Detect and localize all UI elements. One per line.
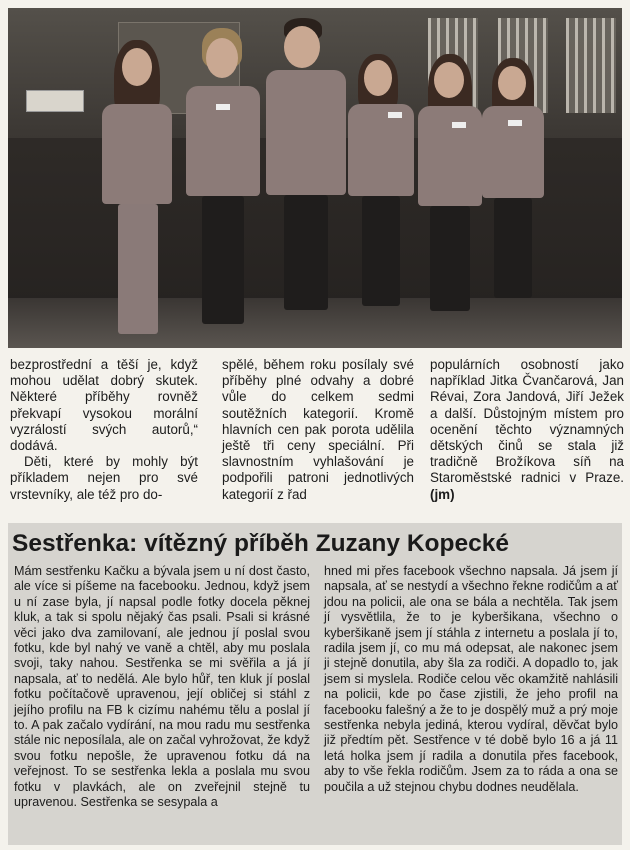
story-text: hned mi přes facebook všechno napsala. Já jsem jí napsala, ať se nestydí a všechno řekne rodičům a ať jdou na policii, ale ona se bála a nechtěla. Tak jsem jí vysvětlila, že to je kyberšikana, všechno o kyberšikaně jsem jí stáhla z internetu a poslala jí to, radila jsem jí, co mu má odepsat, ale nakonec jsem ji stejně donutila, aby šla za rodiči. A dopadlo to, jak jsem si myslela. Rodiče celou věc okamžitě nahlásili na policii, kde po čase zjistili, že jeho profil na facebooku falešný a že to je dospělý muž a prý moje sestřenka nebyla jediná, kterou vydíral, děvčat bylo již předtím pět. Sestřence v té době bylo 16 a já 11 letá holka jsem jí radila a donutila přes facebook, aby to vše řekla rodičům. Jsem za to ráda a ona se poučila a už stejnou chybu dodnes neudělala.: [324, 564, 618, 794]
story-column-1: [14, 564, 310, 811]
intro-paragraph: spělé, během roku posílaly své příběhy plné odvahy a dobré vůle do celkem sedmi soutěžních kategorií. Kromě hlavních cen pak porota udělila ještě tři ceny speciální. Při slavnostním vyhlašování je podpořili patroni jednotlivých kategorií z řad: [222, 357, 414, 502]
intro-paragraph: populárních osobností jako například Jitka Čvančarová, Jan Révai, Zora Jandová, Jiří Ježek a další. Důstojným místem pro ocenění těchto významných dětských činů se stala již tradičně Brožíkova síň na Staroměstské radnici v Praze. (jm): [430, 357, 624, 502]
intro-paragraph: bezprostřední a těší je, když mohou udělat dobrý skutek. Některé příběhy rovněž překvapí vysokou morální vyzrálostí svých autorů,“ dodává.: [10, 357, 198, 454]
author-signature: (jm): [430, 486, 455, 502]
intro-column-2: [222, 357, 414, 503]
photo-sign: [26, 90, 84, 112]
story-column-2: [324, 564, 618, 795]
intro-column-1: [10, 357, 198, 503]
story-text: Mám sestřenku Kačku a bývala jsem u ní dost často, ale více si píšeme na facebooku. Jednou, když jsem u ní zase byla, jí napsal podle fotky docela pěknej kluk, a tak si spolu nějaký čas psali. Psali si krásné věci jako dva zamilovaní, ale jednou jí poslal svou fotku, kde byl nahý ve vaně a chtěl, aby mu poslala svoji, taky nahou. Sestřenka se mi svěřila a já jí napsala, ať to nedělá. Ale bylo hůř, ten kluk jí poslal fotku počítačově upravenou, její obličej si stáhl z jejího profilu na FB k cizímu nahému tělu a poslal jí to. A pak začalo vydírání, na mou radu mu sestřenka stále nic neposílala, ale on začal vyhrožovat, že když svou fotku nepošle, že upravenou fotku dá na veřejnost. To se sestřenka lekla a poslala mu svou fotku v plavkách, ale on zveřejnil stejně tu upravenou. Sestřenka se sesypala a: [14, 564, 310, 810]
photo-window: [566, 18, 616, 113]
story-headline: Sestřenka: vítězný příběh Zuzany Kopecké: [12, 530, 509, 557]
group-photo: [8, 8, 622, 348]
intro-paragraph: Děti, které by mohly být příkladem nejen pro své vrstevníky, ale též pro do-: [10, 454, 198, 502]
intro-column-3: [430, 357, 624, 503]
